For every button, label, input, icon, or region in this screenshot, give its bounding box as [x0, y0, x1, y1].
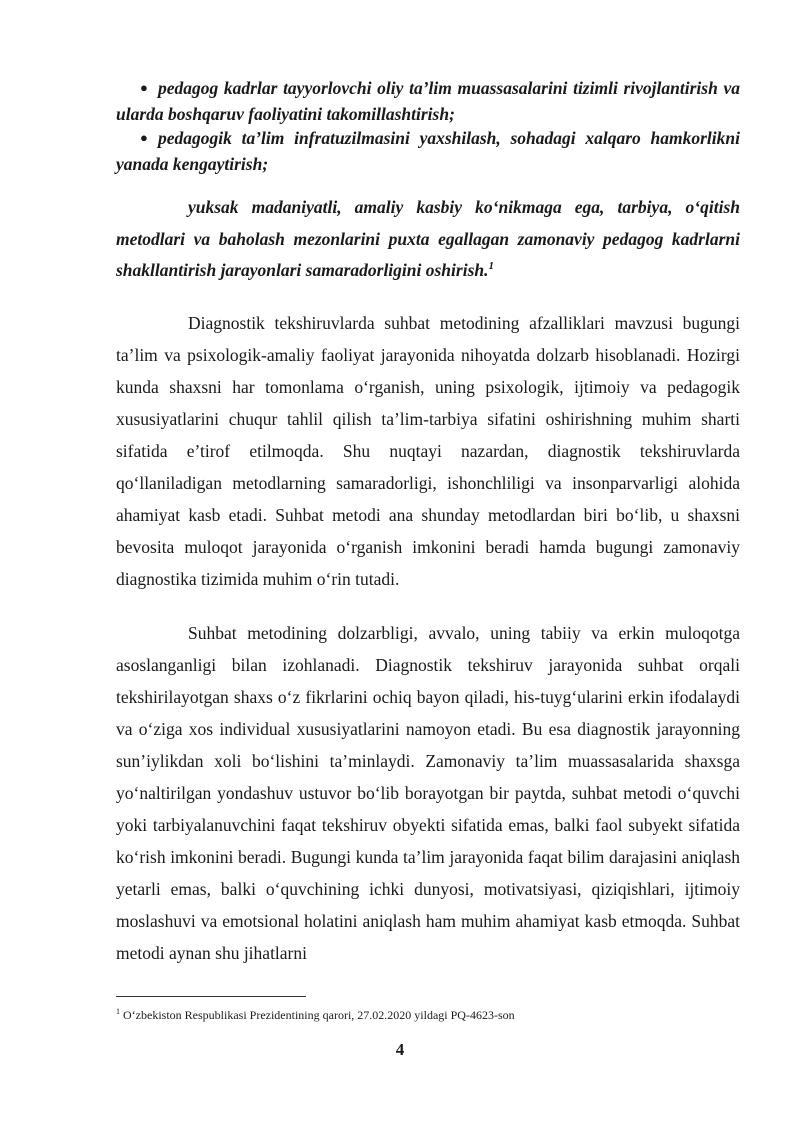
quote-paragraph — [116, 192, 740, 287]
body-paragraph: Suhbat metodining dolzarbligi, avvalo, uning tabiiy va erkin muloqotga asoslanganligi bilan izohlanadi. Diagnostik tekshiruv jarayonida suhbat orqali tekshirilayotgan shaxs o‘z fikrlarini ochiq bayon qiladi, his-tuyg‘ularini erkin ifodalaydi va o‘ziga xos individual xususiyatlarini namoyon etadi. Bu esa diagnostik jarayonning sun’iylikdan xoli bo‘lishini ta’minlaydi. Zamonaviy ta’lim muassasalarida shaxsga yo‘naltirilgan yondashuv ustuvor bo‘lib borayotgan bir paytda, suhbat metodi o‘quvchi yoki tarbiyalanuvchini faqat tekshiruv obyekti sifatida emas, balki faol subyekt sifatida ko‘rish imkonini beradi. Bugungi kunda ta’lim jarayonida faqat bilim darajasini aniqlash yetarli emas, balki o‘quvchining ichki dunyosi, motivatsiyasi, qiziqishlari, ijtimoiy moslashuvi va emotsional holatini aniqlash ham muhim ahamiyat kasb etmoqda. Suhbat metodi aynan shu jihatlarni — [116, 623, 740, 963]
bullet-item — [116, 126, 740, 176]
bullet-text: pedagogik ta’lim infratuzilmasini yaxshilash, sohadagi xalqaro hamkorlikni yanada kengaytirish; — [116, 128, 740, 174]
footnote-text: O‘zbekiston Respublikasi Prezidentining qarori, 27.02.2020 yildagi PQ-4623-son — [123, 1008, 515, 1022]
footnote-marker: 1 — [116, 1007, 120, 1016]
body-paragraph: Diagnostik tekshiruvlarda suhbat metodining afzalliklari mavzusi bugungi ta’lim va psixologik-amaliy faoliyat jarayonida nihoyatda dolzarb hisoblanadi. Hozirgi kunda shaxsni har tomonlama o‘rganish, uning psixologik, ijtimoiy va pedagogik xususiyatlarini chuqur tahlil qilish ta’lim-tarbiya sifatini oshirishning muhim sharti sifatida e’tirof etilmoqda. Shu nuqtayi nazardan, diagnostik tekshiruvlarda qo‘llaniladigan metodlarning samaradorligi, ishonchliligi va insonparvarligi alohida ahamiyat kasb etadi. Suhbat metodi ana shunday metodlardan biri bo‘lib, u shaxsni bevosita muloqot jarayonida o‘rganish imkonini beradi hamda bugungi zamonaviy diagnostika tizimida muhim o‘rin tutadi. — [116, 313, 740, 589]
bullet-icon — [140, 76, 158, 102]
bullet-item — [116, 76, 740, 126]
footnote-reference: 1 — [488, 260, 494, 273]
footnote — [116, 1004, 740, 1023]
quote-text: yuksak madaniyatli, amaliy kasbiy ko‘nikmaga ega, tarbiya, o‘qitish metodlari va baholash mezonlarini puxta egallagan zamonaviy pedagog kadrlarni shakllantirish jarayonlari samaradorligini oshirish. — [116, 197, 740, 280]
footnote-divider — [116, 996, 306, 997]
page-number: 4 — [395, 1040, 405, 1059]
bullet-text: pedagog kadrlar tayyorlovchi oliy ta’lim muassasalarini tizimli rivojlantirish va ularda boshqaruv faoliyatini takomillashtirish; — [116, 78, 740, 124]
bullet-icon — [140, 126, 158, 152]
